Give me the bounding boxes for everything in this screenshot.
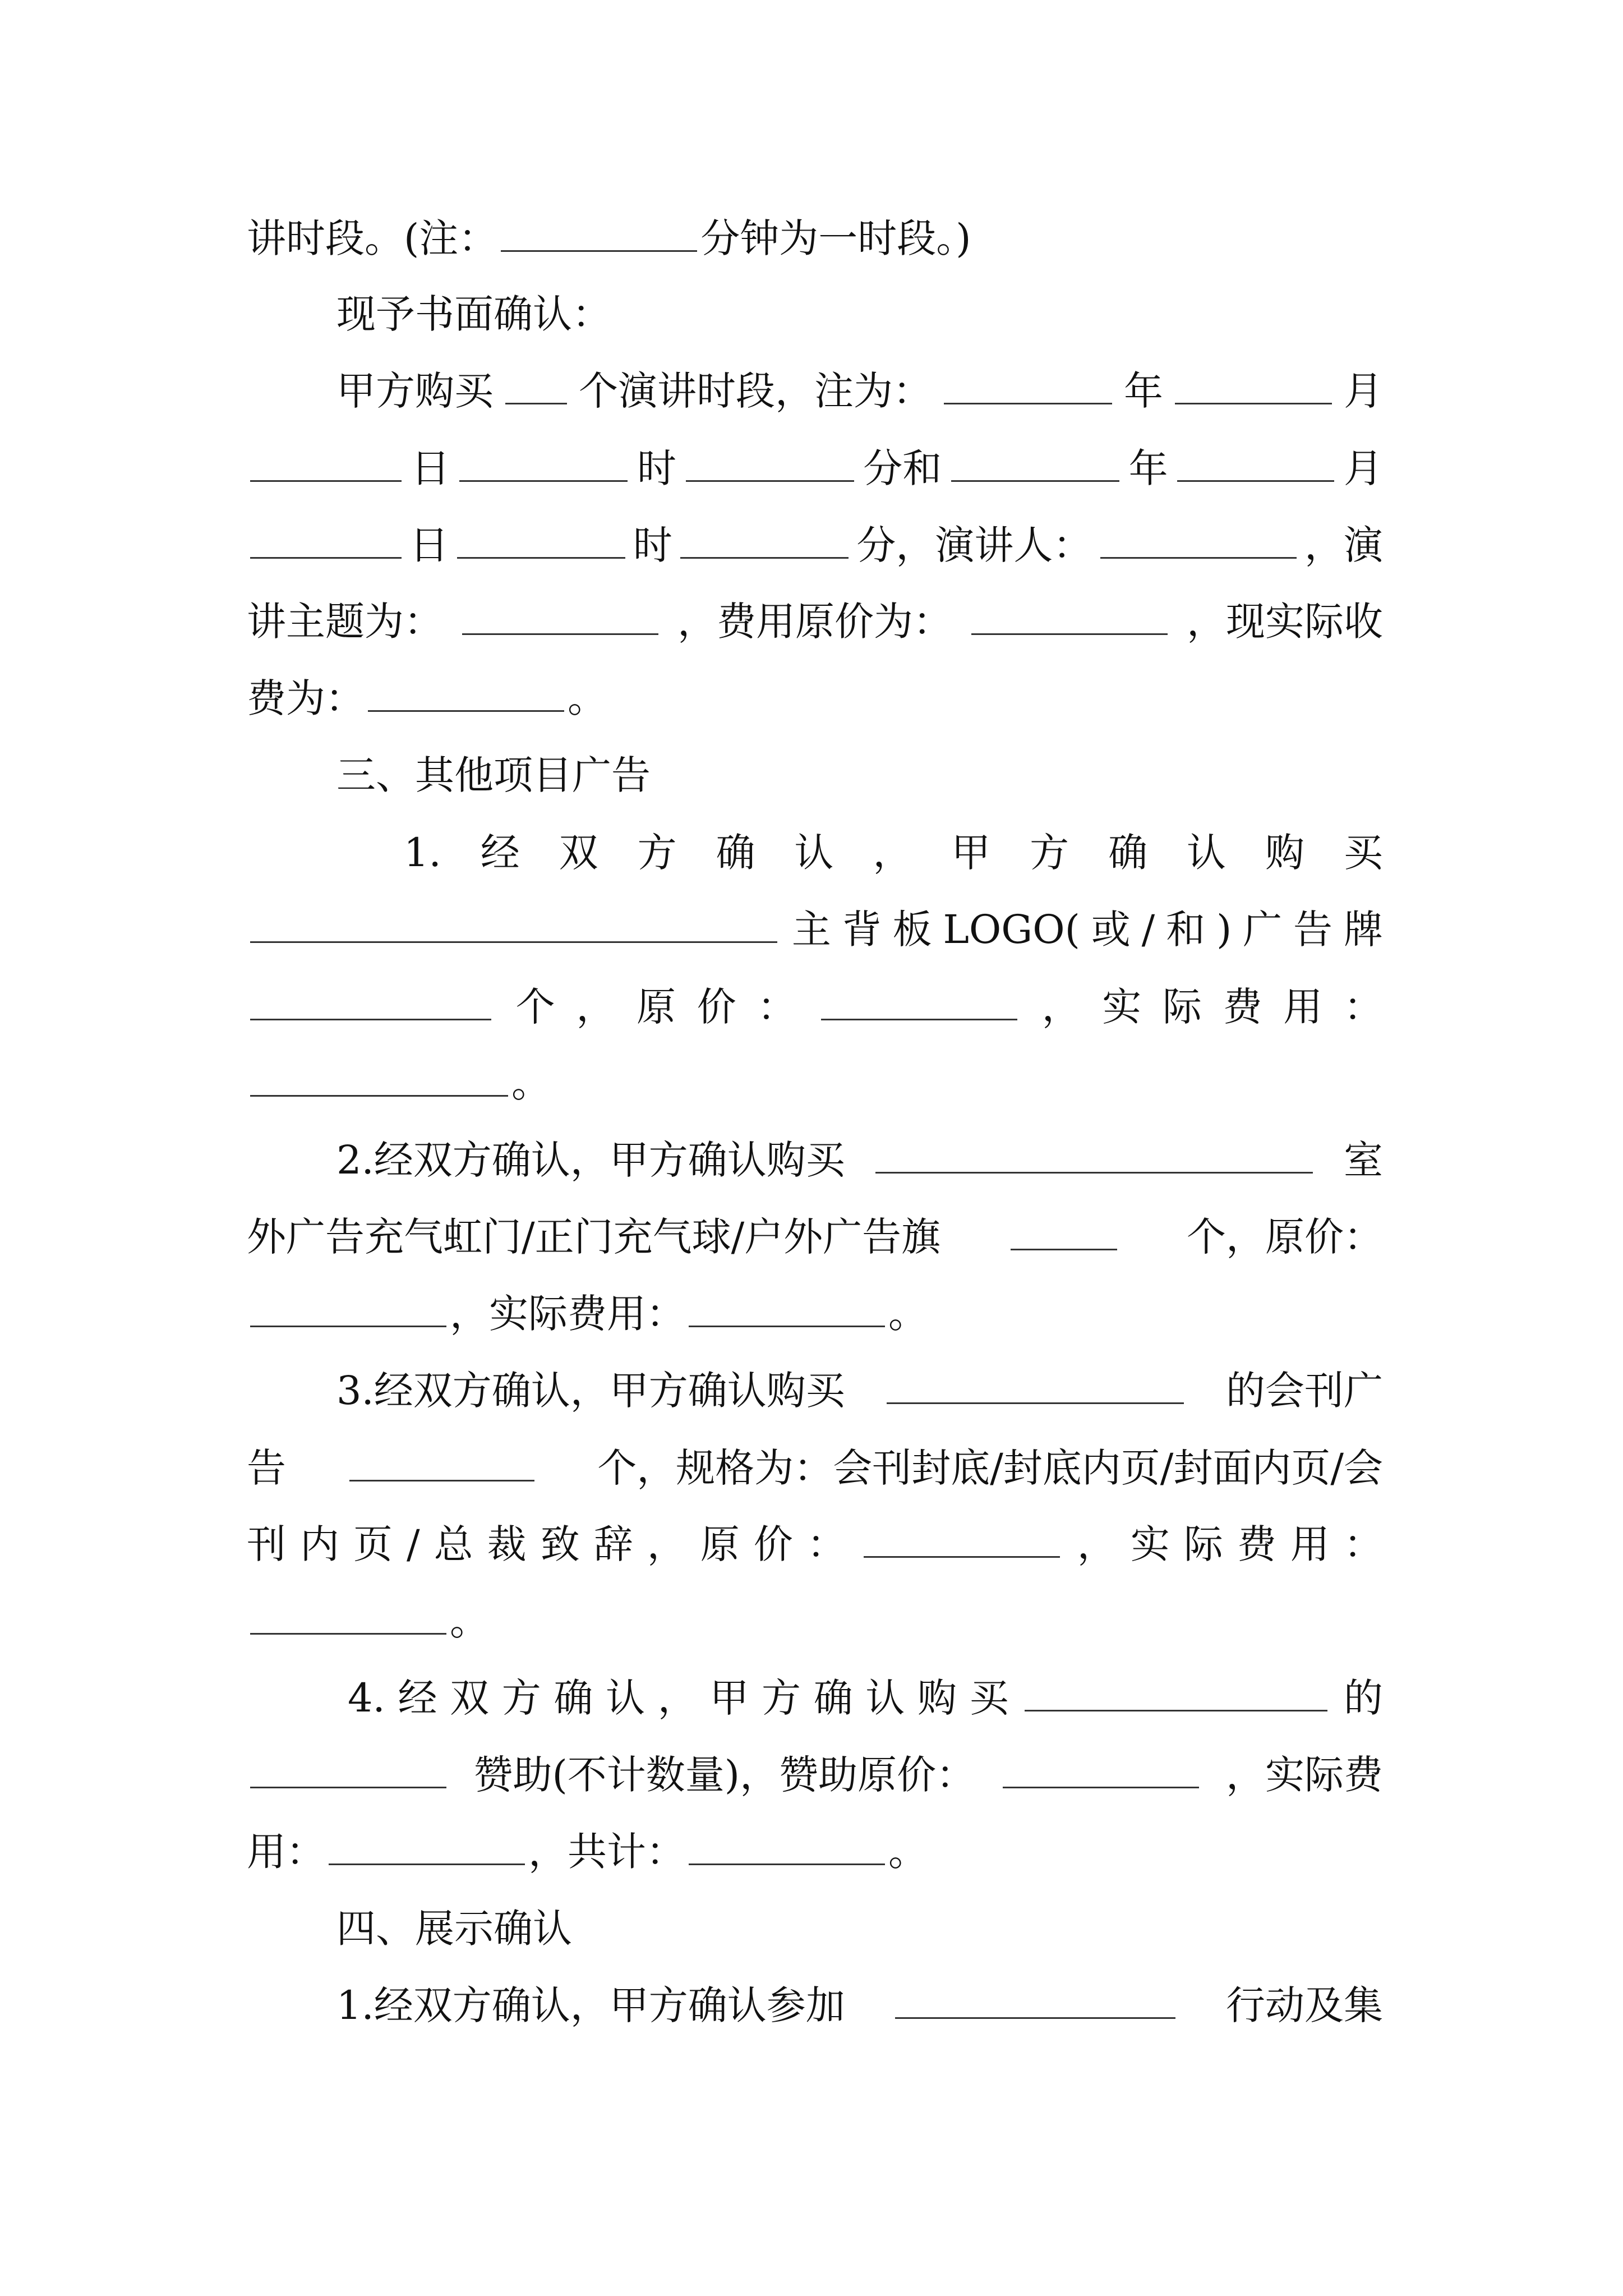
fill-in-blank[interactable] <box>501 217 697 252</box>
text-line <box>247 591 1383 652</box>
text-segment: 方 <box>762 1675 801 1721</box>
fill-in-blank[interactable] <box>250 447 402 482</box>
text-segment: 年 <box>1124 368 1163 414</box>
text-segment: 时 <box>633 522 672 568</box>
text-segment: 。 <box>511 1060 551 1106</box>
text-segment: 费为： <box>247 675 365 721</box>
fill-in-blank[interactable] <box>689 1830 885 1865</box>
text-line <box>336 1360 1383 1421</box>
text-segment: 三、其他项目广告 <box>336 752 651 798</box>
text-segment: 个，原价： <box>1186 1214 1383 1260</box>
fill-in-blank[interactable] <box>1100 523 1297 559</box>
text-segment: 。 <box>888 1291 928 1337</box>
text-segment: ， <box>647 1521 686 1567</box>
text-segment: ： <box>1343 1521 1383 1567</box>
fill-in-blank[interactable] <box>680 523 849 559</box>
text-segment: 总 <box>434 1521 473 1567</box>
text-segment: 方 <box>637 830 677 876</box>
text-segment: ，演 <box>1304 522 1383 568</box>
fill-in-blank[interactable] <box>250 908 777 943</box>
text-segment: 甲方购买 <box>336 368 494 414</box>
fill-in-blank[interactable] <box>686 447 854 482</box>
text-segment: 4. <box>348 1675 385 1721</box>
text-segment: 刊 <box>247 1521 286 1567</box>
text-line <box>247 1206 1383 1268</box>
text-segment: ，共计： <box>528 1829 685 1875</box>
text-segment: 1.经双方确认，甲方确认参加 <box>336 1982 845 2028</box>
text-segment: 页 <box>353 1521 393 1567</box>
text-segment: 价 <box>697 984 736 1030</box>
text-segment: 用： <box>247 1829 325 1875</box>
text-line <box>336 1975 1383 2036</box>
text-segment: 辞 <box>593 1521 633 1567</box>
text-segment: 现予书面确认： <box>336 291 611 337</box>
fill-in-blank[interactable] <box>895 1984 1175 2019</box>
text-segment: 讲时段。(注： <box>247 215 498 261</box>
text-line <box>336 283 1383 345</box>
text-segment: 主 <box>791 907 831 953</box>
text-segment: ， <box>576 984 616 1030</box>
text-segment: 经 <box>398 1675 437 1721</box>
text-segment: ， <box>657 1675 697 1721</box>
text-segment: 裁 <box>487 1521 527 1567</box>
fill-in-blank[interactable] <box>250 523 402 559</box>
text-segment: 日 <box>409 522 449 568</box>
fill-in-blank[interactable] <box>250 1599 446 1635</box>
fill-in-blank[interactable] <box>250 1753 446 1788</box>
fill-in-blank[interactable] <box>1003 1753 1199 1788</box>
text-segment: 买 <box>969 1675 1009 1721</box>
text-segment: 方 <box>1030 830 1069 876</box>
text-segment: ) <box>1216 907 1232 953</box>
fill-in-blank[interactable] <box>462 600 658 635</box>
text-line <box>247 1590 1383 1652</box>
text-segment: 确 <box>716 830 755 876</box>
text-segment: 购 <box>917 1675 957 1721</box>
fill-in-blank[interactable] <box>349 1446 534 1481</box>
text-segment: 费 <box>1223 984 1262 1030</box>
text-segment: 日 <box>411 445 450 491</box>
fill-in-blank[interactable] <box>951 447 1119 482</box>
text-line <box>247 1821 1383 1883</box>
text-segment: 经 <box>480 830 520 876</box>
text-segment: 内 <box>300 1521 340 1567</box>
text-segment: 个 <box>515 984 555 1030</box>
text-line <box>336 360 1383 422</box>
text-segment: 原 <box>700 1521 740 1567</box>
text-segment: 行动及集 <box>1225 1982 1383 2028</box>
text-segment: 时 <box>637 445 676 491</box>
text-segment: LOGO( <box>943 907 1080 953</box>
text-line <box>336 1129 1383 1191</box>
text-segment: ： <box>757 984 797 1030</box>
text-segment: ， <box>1077 1521 1117 1567</box>
text-segment: 。 <box>888 1829 928 1875</box>
text-segment: 认 <box>865 1675 905 1721</box>
text-segment: 认 <box>794 830 834 876</box>
text-segment: ， <box>1041 984 1081 1030</box>
fill-in-blank[interactable] <box>689 1292 885 1327</box>
text-segment: 2.经双方确认，甲方确认购买 <box>336 1137 845 1183</box>
text-segment: 致 <box>540 1521 580 1567</box>
fill-in-blank[interactable] <box>250 1061 508 1097</box>
text-segment: 告 <box>247 1445 286 1491</box>
text-line <box>247 1437 1383 1499</box>
text-segment: 买 <box>1343 830 1383 876</box>
fill-in-blank[interactable] <box>505 369 567 404</box>
text-segment: 个演讲时段，注为： <box>579 368 932 414</box>
fill-in-blank[interactable] <box>250 985 491 1020</box>
text-segment: ，现实际收 <box>1187 599 1383 645</box>
fill-in-blank[interactable] <box>887 1369 1184 1404</box>
text-segment: 分和 <box>863 445 942 491</box>
text-line <box>247 1513 1383 1575</box>
text-segment: 甲 <box>709 1675 749 1721</box>
text-line <box>247 208 1383 269</box>
text-segment: 际 <box>1162 984 1202 1030</box>
text-segment: 1. <box>404 830 441 876</box>
text-line <box>336 744 1383 806</box>
text-segment: 实 <box>1102 984 1142 1030</box>
text-segment: 板 <box>892 907 932 953</box>
text-segment: 购 <box>1265 830 1304 876</box>
fill-in-blank[interactable] <box>875 1138 1313 1174</box>
text-line <box>247 668 1383 729</box>
fill-in-blank[interactable] <box>459 447 628 482</box>
fill-in-blank[interactable] <box>1025 1676 1327 1711</box>
text-segment: ： <box>806 1521 846 1567</box>
text-segment: / <box>1141 907 1155 953</box>
text-segment: ，费用原价为： <box>677 599 952 645</box>
text-segment: 个，规格为：会刊封底/封底内页/封面内页/会 <box>597 1445 1383 1491</box>
text-line <box>404 822 1383 884</box>
text-segment: 甲 <box>951 830 991 876</box>
text-segment: 讲主题为： <box>247 599 443 645</box>
text-segment: 际 <box>1183 1521 1223 1567</box>
text-segment: ， <box>873 830 912 876</box>
text-segment: 确 <box>1108 830 1148 876</box>
text-segment: 四、展示确认 <box>336 1906 572 1952</box>
text-line <box>247 1744 1383 1806</box>
text-segment: 3.经双方确认，甲方确认购买 <box>336 1368 845 1414</box>
text-segment: 和 <box>1166 907 1206 953</box>
text-segment: 实 <box>1130 1521 1170 1567</box>
text-segment: 赞助(不计数量)，赞助原价： <box>473 1752 976 1798</box>
text-segment: 年 <box>1128 445 1168 491</box>
text-segment: 的 <box>1343 1675 1383 1721</box>
text-line <box>336 1898 1383 1959</box>
fill-in-blank[interactable] <box>1011 1215 1117 1250</box>
text-segment: 用 <box>1283 984 1323 1030</box>
fill-in-blank[interactable] <box>1177 447 1334 482</box>
text-segment: 月 <box>1344 368 1383 414</box>
fill-in-blank[interactable] <box>457 523 625 559</box>
text-segment: 确 <box>554 1675 593 1721</box>
fill-in-blank[interactable] <box>368 677 564 712</box>
text-segment: 分，演讲人： <box>856 522 1092 568</box>
text-segment: 月 <box>1343 445 1383 491</box>
text-line <box>247 1052 1383 1114</box>
text-segment: ，实际费用： <box>450 1291 685 1337</box>
text-line <box>247 976 1383 1038</box>
fill-in-blank[interactable] <box>971 600 1168 635</box>
text-segment: 或 <box>1091 907 1131 953</box>
text-line <box>348 1667 1383 1729</box>
text-line <box>247 514 1383 576</box>
text-segment: 外广告充气虹门/正门充气球/户外广告旗 <box>247 1214 941 1260</box>
text-segment: 价 <box>753 1521 793 1567</box>
text-segment: 认 <box>606 1675 645 1721</box>
fill-in-blank[interactable] <box>864 1522 1060 1558</box>
text-line <box>247 1283 1383 1345</box>
text-segment: 。 <box>568 675 607 721</box>
text-segment: ，实际费 <box>1225 1752 1383 1798</box>
text-segment: 双 <box>450 1675 490 1721</box>
text-line <box>247 438 1383 499</box>
text-segment: 双 <box>559 830 598 876</box>
text-segment: 费 <box>1237 1521 1276 1567</box>
text-segment: 认 <box>1187 830 1227 876</box>
text-segment: 广 <box>1243 907 1283 953</box>
text-segment: 原 <box>636 984 676 1030</box>
fill-in-blank[interactable] <box>329 1830 525 1865</box>
text-segment: 用 <box>1290 1521 1330 1567</box>
text-segment: 确 <box>813 1675 853 1721</box>
fill-in-blank[interactable] <box>1175 369 1332 404</box>
text-segment: 告 <box>1293 907 1332 953</box>
fill-in-blank[interactable] <box>944 369 1112 404</box>
fill-in-blank[interactable] <box>250 1292 446 1327</box>
text-segment: 牌 <box>1343 907 1383 953</box>
text-segment: 背 <box>842 907 882 953</box>
text-segment: 分钟为一时段。) <box>700 215 971 261</box>
text-segment: 的会刊广 <box>1225 1368 1383 1414</box>
text-segment: ： <box>1343 984 1383 1030</box>
text-line <box>247 899 1383 960</box>
text-segment: 方 <box>501 1675 541 1721</box>
fill-in-blank[interactable] <box>821 985 1017 1020</box>
text-segment: 。 <box>450 1598 489 1644</box>
text-segment: / <box>407 1521 420 1567</box>
text-segment: 室 <box>1343 1137 1383 1183</box>
